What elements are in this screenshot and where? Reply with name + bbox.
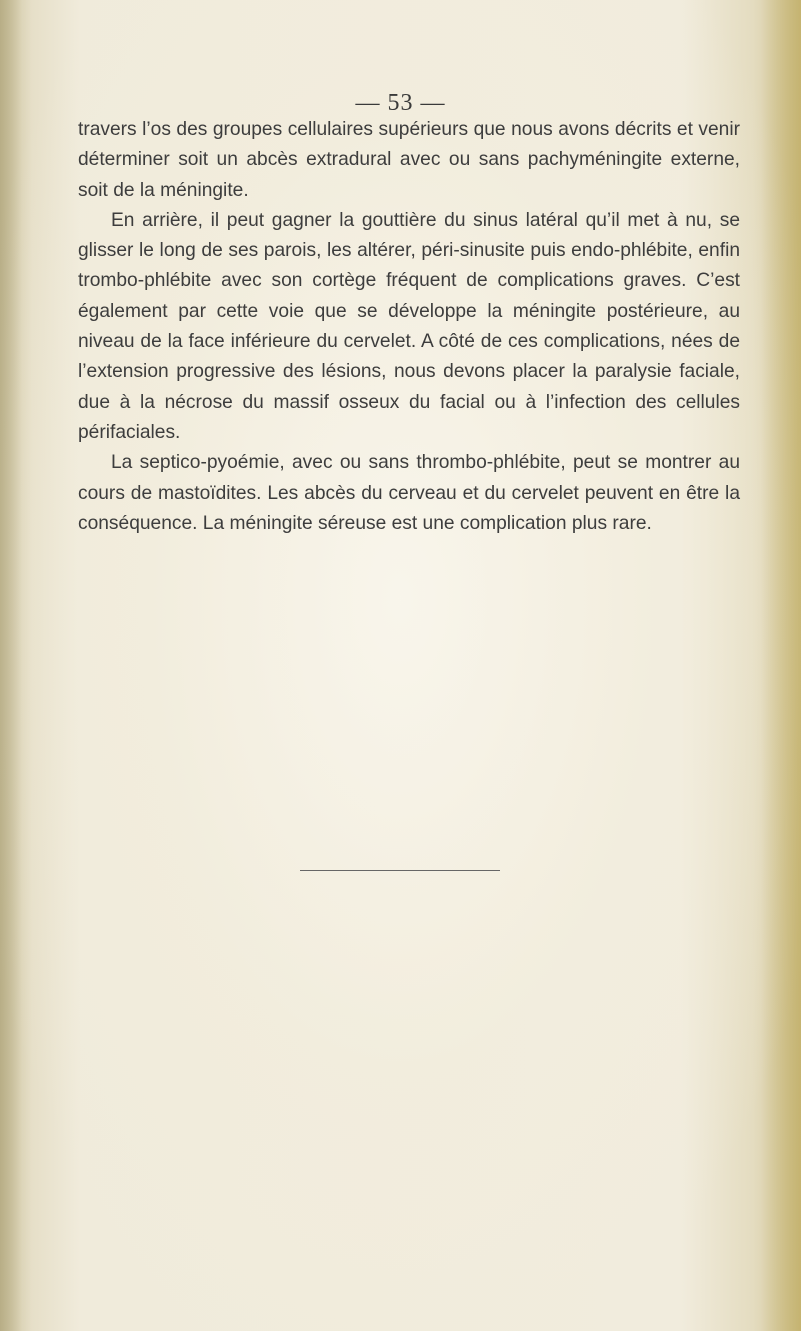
paragraph-1: travers l’os des groupes cellulaires supérieurs que nous avons décrits et venir déterminer soit un abcès extradural avec ou sans pachyméningite externe, soit de la méningite. bbox=[78, 119, 740, 201]
body-text bbox=[78, 115, 740, 539]
paragraph-2: En arrière, il peut gagner la gouttière du sinus latéral qu’il met à nu, se glisser le long de ses parois, les altérer, péri-sinusite puis endo-phlébite, enfin trombo-phlébite avec son cortège fréquent de complications graves. C’est également par cette voie que se développe la méningite postérieure, au niveau de la face inférieure du cervelet. A côté de ces complications, nées de l’extension progressive des lésions, nous devons placer la paralysie faciale, due à la nécrose du massif osseux du facial ou à l’infection des cellules périfaciales. bbox=[78, 209, 740, 443]
page-edge-left bbox=[0, 0, 22, 1331]
page-edge-right bbox=[761, 0, 801, 1331]
end-rule bbox=[300, 870, 500, 871]
paragraph-3: La septico-pyoémie, avec ou sans thrombo-phlébite, peut se montrer au cours de mastoïdites. Les abcès du cerveau et du cervelet peuvent en être la conséquence. La méningite séreuse est une complication plus rare. bbox=[78, 452, 740, 534]
page-number: — 53 — bbox=[355, 90, 446, 116]
